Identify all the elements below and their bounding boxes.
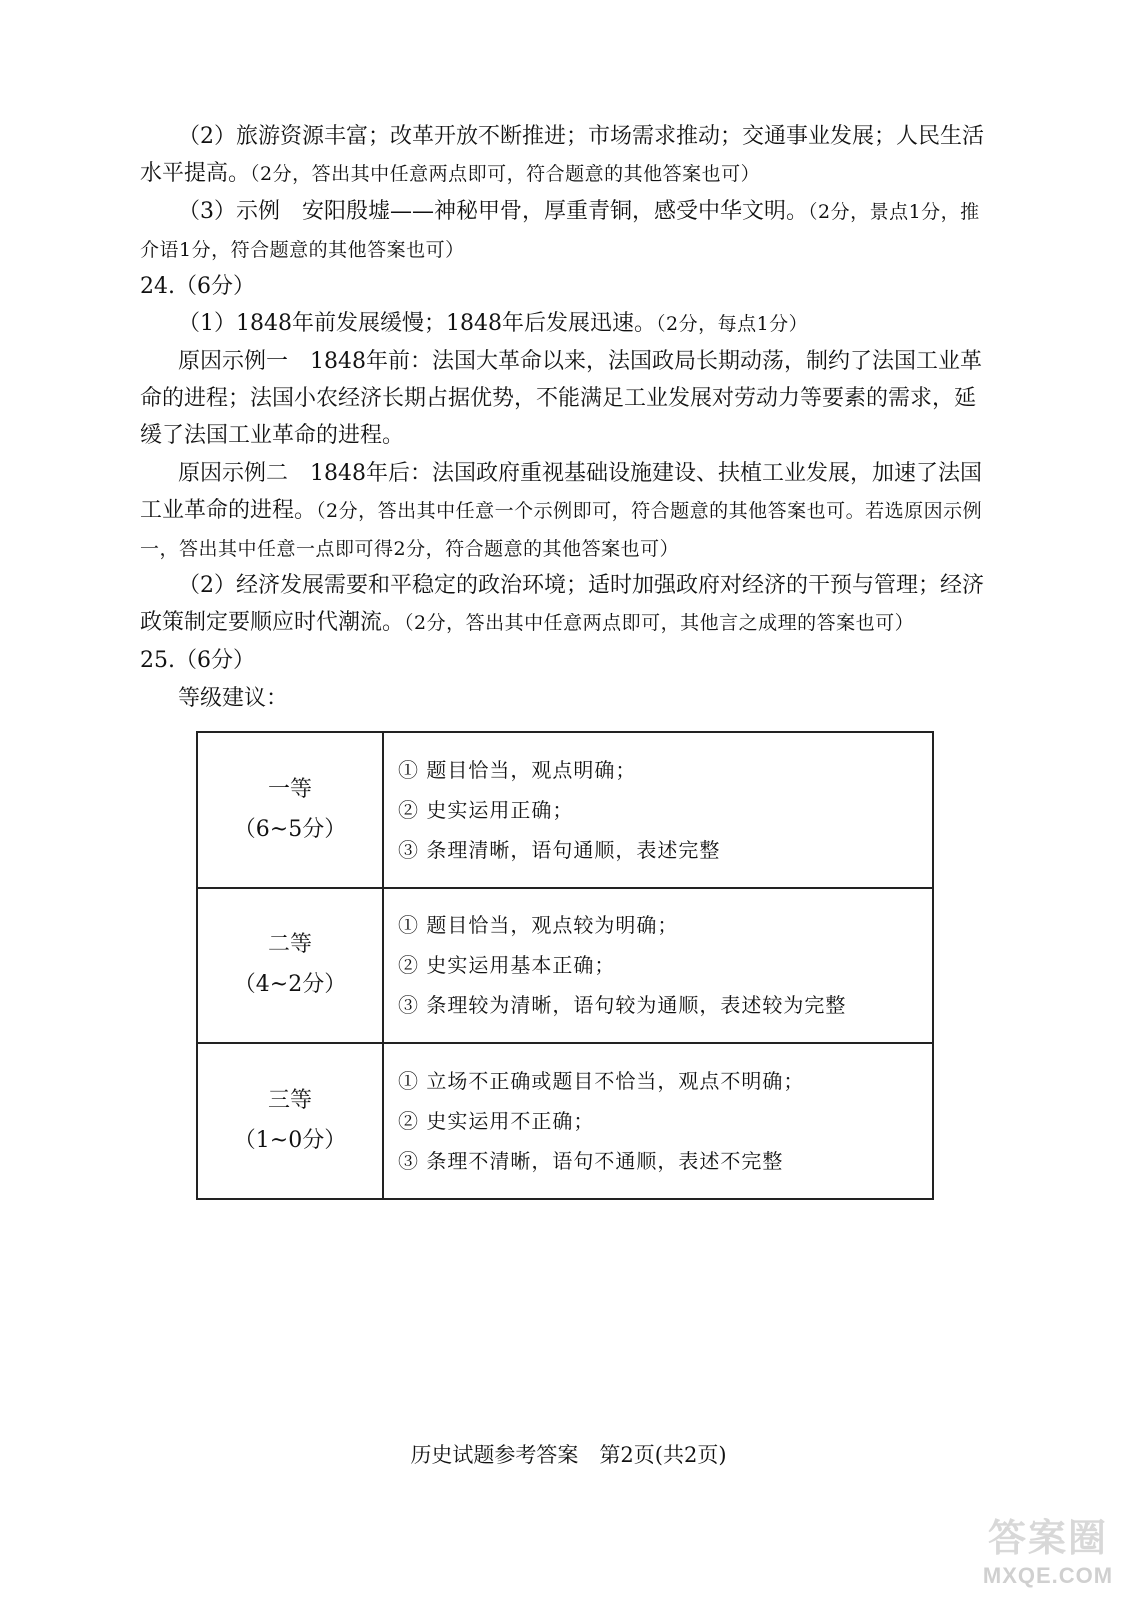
grade-level-name: 二等 xyxy=(267,932,312,958)
q24-part2-paragraph xyxy=(140,567,995,642)
q24-example2-paragraph xyxy=(140,455,995,568)
grade-criteria-cell xyxy=(383,888,933,1044)
watermark-logo-text: 答案圈 xyxy=(987,1515,1108,1560)
grade-criterion: ① 题目恰当，观点明确； xyxy=(398,757,637,782)
grade-criterion: ② 史实运用基本正确； xyxy=(398,953,616,978)
q23-part2-paragraph xyxy=(140,118,995,193)
grade-criterion: ③ 条理较为清晰，语句较为通顺，表述较为完整 xyxy=(398,993,847,1018)
grade-criterion: ③ 条理清晰，语句通顺，表述完整 xyxy=(398,837,721,862)
page-footer: 历史试题参考答案 第2页(共2页) xyxy=(410,1443,727,1467)
grade-level-name: 三等 xyxy=(267,1088,312,1114)
grade-row-3 xyxy=(197,1043,933,1199)
grade-level-score: （1~0分） xyxy=(233,1128,347,1154)
grade-row-2 xyxy=(197,888,933,1044)
q23-part2-note: （2分，答出其中任意两点即可，符合题意的其他答案也可） xyxy=(250,163,761,185)
q23-part3-text: （3）示例 安阳殷墟——神秘甲骨，厚重青铜，感受中华文明。 xyxy=(178,199,808,224)
grade-table xyxy=(196,731,934,1200)
q24-part2-text: （2）经济发展需要和平稳定的政治环境；适时加强政府对经济的干预与管理；经济政策制定要顺应时代潮流。 xyxy=(140,573,984,635)
q23-part3-paragraph xyxy=(140,193,995,269)
q24-example2-note: （2分，答出其中任意一个示例即可，符合题意的其他答案也可。若选原因示例一，答出其中任意一点即可得2分，符合题意的其他答案也可） xyxy=(140,500,983,560)
grade-level-score: （4~2分） xyxy=(233,972,347,998)
q24-part1-paragraph xyxy=(140,305,995,343)
watermark-url: MXQE.COM xyxy=(982,1563,1114,1588)
grade-row-1 xyxy=(197,732,933,888)
q23-part3-note: （2分，景点1分，推介语1分，符合题意的其他答案也可） xyxy=(140,201,980,261)
grade-criterion: ② 史实运用不正确； xyxy=(398,1109,595,1134)
grade-criteria-cell xyxy=(383,732,933,888)
grade-level-name: 一等 xyxy=(267,776,312,802)
q24-example1-paragraph: 原因示例一 1848年前：法国大革命以来，法国政局长期动荡，制约了法国工业革命的进程；法国小农经济长期占据优势，不能满足工业发展对劳动力等要素的需求，延缓了法国工业革命的进程。 xyxy=(140,349,982,448)
site-watermark xyxy=(968,1516,1128,1596)
q25-heading: 25.（6分） xyxy=(140,648,255,673)
grade-level-cell xyxy=(197,732,383,888)
q24-part1-text: （1）1848年前发展缓慢；1848年后发展迅速。 xyxy=(178,311,656,336)
q23-part2-text: （2）旅游资源丰富；改革开放不断推进；市场需求推动；交通事业发展；人民生活水平提高。 xyxy=(140,124,984,186)
grade-criterion: ① 题目恰当，观点较为明确； xyxy=(398,913,679,938)
q24-example2-text: 原因示例二 1848年后：法国政府重视基础设施建设、扶植工业发展，加速了法国工业革命的进程。 xyxy=(140,461,982,523)
q24-part1-note: （2分，每点1分） xyxy=(655,313,809,335)
grade-criterion: ② 史实运用正确； xyxy=(398,797,574,822)
grade-level-cell xyxy=(197,888,383,1044)
q24-heading: 24.（6分） xyxy=(140,274,255,299)
q25-intro: 等级建议： xyxy=(178,686,289,711)
grade-criterion: ③ 条理不清晰，语句不通顺，表述不完整 xyxy=(398,1149,784,1174)
grade-level-cell xyxy=(197,1043,383,1199)
grade-criteria-cell xyxy=(383,1043,933,1199)
q24-part2-note: （2分，答出其中任意两点即可，其他言之成理的答案也可） xyxy=(404,612,915,634)
grade-level-score: （6~5分） xyxy=(233,816,347,842)
grade-criterion: ① 立场不正确或题目不恰当，观点不明确； xyxy=(398,1069,805,1094)
